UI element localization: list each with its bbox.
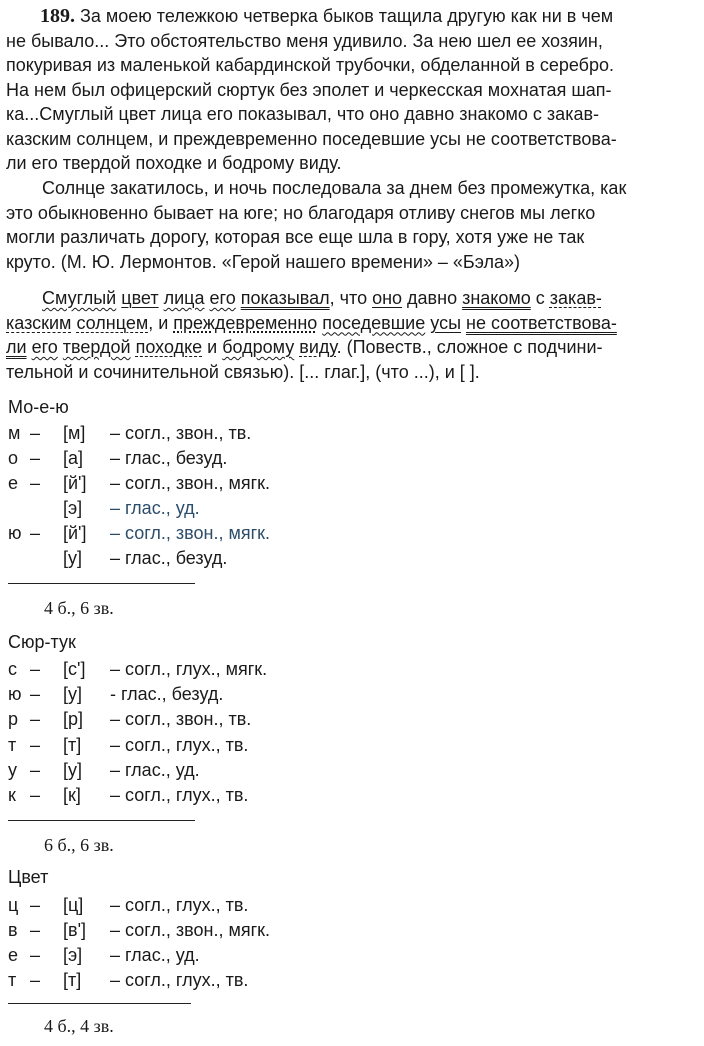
phonetic-word-title: Цвет: [8, 867, 49, 887]
letters-sounds-total: 4 б., 6 зв.: [44, 598, 114, 618]
subject-word: оно: [372, 288, 403, 308]
phonetic-word-title: Сюр-тук: [8, 632, 76, 652]
phonetic-word-title: Мо-е-ю: [8, 397, 69, 417]
predicate-word: показывал: [240, 288, 330, 308]
text-line: круто. (М. Ю. Лермонтов. «Герой нашего времени» – «Бэла»): [6, 251, 521, 272]
object-word: походке: [135, 337, 203, 357]
object-word: виду: [299, 337, 337, 357]
adverbial-word: преждевременно: [173, 312, 318, 333]
text-line: не бывало... Это обстоятельство меня удивило. За нею шел ее хозяин,: [6, 30, 603, 51]
divider-line: [8, 1003, 191, 1004]
exercise-number: 189.: [40, 5, 75, 27]
attribute-word: Смуглый: [42, 288, 117, 308]
predicate-word: знакомо: [462, 288, 531, 308]
text-line: это обыкновенно бывает на юге; но благодаря отливу снегов мы легко: [6, 202, 596, 223]
text-line: ка...Смуглый цвет лица его показывал, что оно давно знакомо с закав-: [6, 104, 600, 124]
analysis-line-1: Смуглый цвет лица его показывал, что оно давно знакомо с закав-: [42, 288, 602, 308]
text-line: казским солнцем, и преждевременно поседевшие усы не соответствова-: [6, 128, 617, 149]
object-word: закав-: [549, 288, 602, 308]
predicate-word: не соответствова-: [466, 312, 617, 333]
text-line: покуривая из маленькой кабардинской трубочки, обделанной в серебро.: [6, 55, 615, 75]
attribute-word: его: [209, 288, 236, 308]
attribute-word: твердой: [62, 337, 131, 357]
attribute-word: бодрому: [222, 337, 295, 357]
exercise-paragraph-1: [6, 4, 696, 176]
predicate-word: ли: [6, 337, 27, 357]
object-word: солнцем: [76, 312, 149, 333]
exercise-paragraph-2: [6, 176, 696, 274]
object-word: казским: [6, 312, 72, 333]
letters-sounds-total: 4 б., 4 зв.: [44, 1016, 114, 1036]
divider-line: [8, 820, 195, 821]
text-line: ли его твердой походке и бодрому виду.: [6, 153, 342, 173]
attribute-word: лица: [163, 288, 205, 308]
text-line: 189. За моею тележкою четверка быков тащила другую как ни в чем: [40, 5, 614, 27]
syntax-analysis: [6, 286, 696, 384]
text-line: могли различать дорогу, которая все еще шла в гору, хотя уже не так: [6, 227, 585, 247]
analysis-line-4: тельной и сочинительной связью). [... глаг.], (что ...), и [ ].: [6, 361, 480, 382]
text-line: Солнце закатилось, и ночь последовала за днем без промежутка, как: [42, 178, 627, 198]
subject-word: усы: [430, 312, 462, 333]
attribute-word: его: [31, 337, 58, 357]
attribute-word: поседевшие: [322, 312, 426, 333]
analysis-line-3: ли его твердой походке и бодрому виду. (Повеств., сложное с подчини-: [6, 337, 603, 357]
subject-word: цвет: [121, 288, 159, 308]
divider-line: [8, 583, 195, 584]
analysis-line-2: казским солнцем, и преждевременно поседевшие усы не соответствова-: [6, 312, 617, 333]
text-line: На нем был офицерский сюртук без эполет и черкесская мохнатая шап-: [6, 79, 612, 100]
letters-sounds-total: 6 б., 6 зв.: [44, 835, 114, 855]
